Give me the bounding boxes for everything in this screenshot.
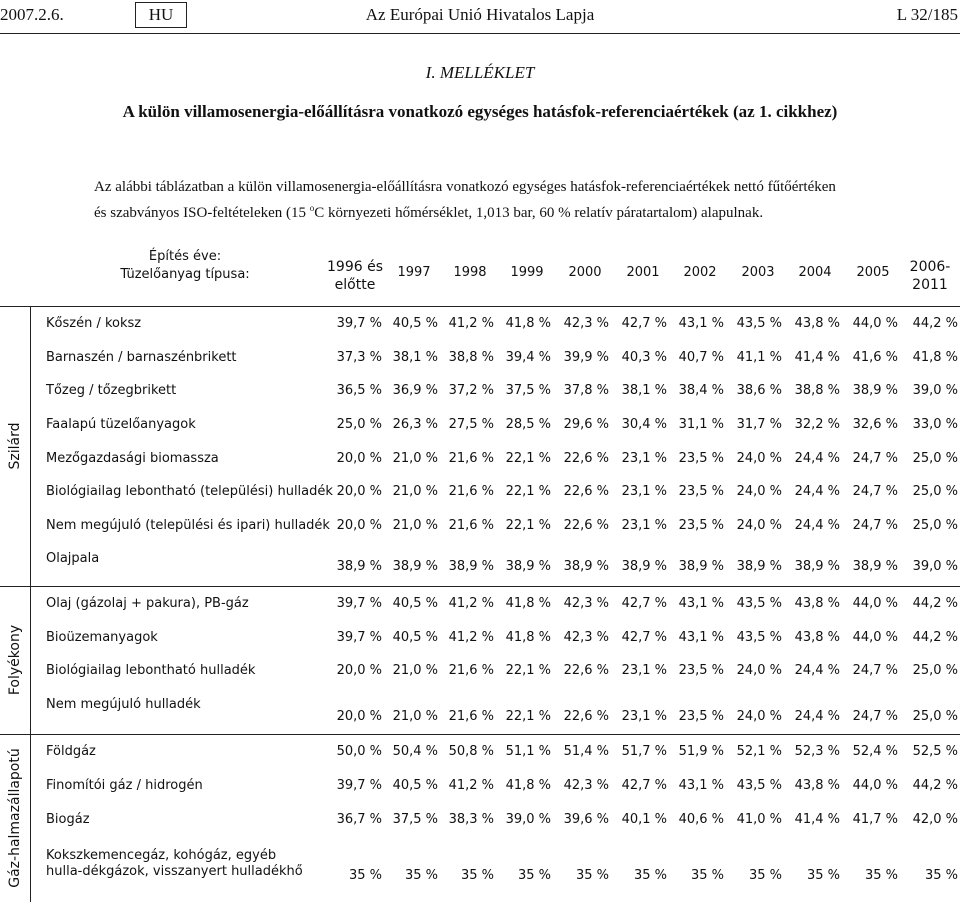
- fuel-type-name: Kokszkemencegáz, kohógáz, egyéb hulla-dékgázok, visszanyert hulladékhő: [46, 848, 303, 879]
- efficiency-value: 41,2 %: [448, 596, 494, 611]
- efficiency-value: 42,7 %: [621, 596, 667, 611]
- fuel-type-name: Biológiailag lebontható (települési) hulladék: [46, 484, 333, 499]
- efficiency-value: 25,0 %: [912, 663, 958, 678]
- efficiency-value: 25,0 %: [912, 518, 958, 533]
- efficiency-value: 24,7 %: [852, 451, 898, 466]
- efficiency-value: 29,6 %: [563, 417, 609, 432]
- efficiency-value: 40,6 %: [678, 812, 724, 827]
- efficiency-value: 24,4 %: [794, 484, 840, 499]
- efficiency-value: 24,7 %: [852, 484, 898, 499]
- column-header-2006-line1: 2006-: [909, 259, 951, 275]
- fuel-group-name: Szilárd: [7, 422, 23, 470]
- table-row: [0, 383, 960, 417]
- efficiency-value: 21,0 %: [392, 518, 438, 533]
- efficiency-value: 51,9 %: [678, 744, 724, 759]
- efficiency-value: 38,9 %: [563, 559, 609, 574]
- efficiency-value: 37,8 %: [563, 383, 609, 398]
- efficiency-value: 23,1 %: [621, 484, 667, 499]
- table-row: [0, 596, 960, 630]
- efficiency-value: 35 %: [633, 868, 667, 883]
- efficiency-value: 35 %: [748, 868, 782, 883]
- efficiency-value: 21,6 %: [448, 709, 494, 724]
- efficiency-value: 38,8 %: [448, 350, 494, 365]
- document-title: A külön villamosenergia-előállításra vonatkozó egységes hatásfok-referenciaértékek (az 1. cikkhez): [122, 102, 838, 121]
- efficiency-value: 43,8 %: [794, 596, 840, 611]
- efficiency-value: 43,1 %: [678, 596, 724, 611]
- efficiency-value: 39,0 %: [912, 559, 958, 574]
- efficiency-value: 36,9 %: [392, 383, 438, 398]
- efficiency-value: 20,0 %: [336, 451, 382, 466]
- table-row: [0, 417, 960, 451]
- efficiency-value: 23,5 %: [678, 518, 724, 533]
- efficiency-value: 52,5 %: [912, 744, 958, 759]
- efficiency-value: 38,9 %: [678, 559, 724, 574]
- efficiency-value: 39,7 %: [336, 630, 382, 645]
- efficiency-value: 50,0 %: [336, 744, 382, 759]
- efficiency-value: 21,0 %: [392, 484, 438, 499]
- table-row: [0, 350, 960, 384]
- efficiency-value: 41,4 %: [794, 350, 840, 365]
- efficiency-value: 22,6 %: [563, 709, 609, 724]
- efficiency-value: 24,0 %: [736, 518, 782, 533]
- fuel-type-name: Biogáz: [46, 812, 90, 827]
- efficiency-value: 43,8 %: [794, 316, 840, 331]
- efficiency-value: 25,0 %: [912, 451, 958, 466]
- efficiency-value: 37,2 %: [448, 383, 494, 398]
- efficiency-value: 21,6 %: [448, 518, 494, 533]
- column-header-year: 2002: [683, 265, 717, 280]
- efficiency-value: 42,7 %: [621, 630, 667, 645]
- efficiency-value: 24,0 %: [736, 451, 782, 466]
- efficiency-value: 43,1 %: [678, 778, 724, 793]
- efficiency-value: 41,7 %: [852, 812, 898, 827]
- efficiency-value: 35 %: [864, 868, 898, 883]
- intro-paragraph: [94, 177, 894, 224]
- efficiency-value: 42,7 %: [621, 778, 667, 793]
- fuel-type-name: Kőszén / koksz: [46, 316, 142, 331]
- efficiency-value: 24,0 %: [736, 709, 782, 724]
- efficiency-value: 43,5 %: [736, 778, 782, 793]
- efficiency-value: 51,4 %: [563, 744, 609, 759]
- efficiency-value: 23,5 %: [678, 663, 724, 678]
- efficiency-value: 41,8 %: [505, 316, 551, 331]
- efficiency-value: 43,8 %: [794, 778, 840, 793]
- efficiency-value: 39,6 %: [563, 812, 609, 827]
- table-row: [0, 697, 960, 731]
- intro-line-1: Az alábbi táblázatban a külön villamosenergia-előállításra vonatkozó egységes hatásfok-referenciaértékek nettó fűtőértéken: [94, 179, 836, 195]
- efficiency-value: 51,7 %: [621, 744, 667, 759]
- efficiency-value: 43,8 %: [794, 630, 840, 645]
- efficiency-value: 38,9 %: [794, 559, 840, 574]
- efficiency-value: 38,9 %: [736, 559, 782, 574]
- intro-line-2-end: C környezeti hőmérséklet, 1,013 bar, 60 % relatív páratartalom) alapulnak.: [314, 205, 764, 221]
- annex-heading: I. MELLÉKLET: [425, 63, 535, 82]
- efficiency-value: 35 %: [806, 868, 840, 883]
- efficiency-value: 25,0 %: [912, 484, 958, 499]
- efficiency-value: 39,7 %: [336, 778, 382, 793]
- efficiency-value: 35 %: [404, 868, 438, 883]
- page-header: [0, 0, 960, 34]
- efficiency-value: 44,2 %: [912, 596, 958, 611]
- table-row: [0, 451, 960, 485]
- efficiency-value: 21,6 %: [448, 451, 494, 466]
- efficiency-value: 22,6 %: [563, 518, 609, 533]
- efficiency-value: 42,3 %: [563, 778, 609, 793]
- efficiency-value: 36,5 %: [336, 383, 382, 398]
- efficiency-value: 21,0 %: [392, 709, 438, 724]
- fuel-type-name: Mezőgazdasági biomassza: [46, 451, 219, 466]
- efficiency-value: 41,8 %: [505, 778, 551, 793]
- efficiency-value: 38,6 %: [736, 383, 782, 398]
- group-separator: [0, 734, 960, 735]
- efficiency-value: 44,2 %: [912, 630, 958, 645]
- efficiency-value: 37,5 %: [505, 383, 551, 398]
- efficiency-value: 40,7 %: [678, 350, 724, 365]
- efficiency-value: 35 %: [575, 868, 609, 883]
- table-row: [0, 551, 960, 585]
- column-header-year: 1999: [510, 265, 544, 280]
- table-corner-header: [90, 248, 280, 304]
- efficiency-value: 22,1 %: [505, 663, 551, 678]
- efficiency-value: 38,1 %: [392, 350, 438, 365]
- efficiency-value: 27,5 %: [448, 417, 494, 432]
- efficiency-value: 39,7 %: [336, 596, 382, 611]
- efficiency-value: 41,6 %: [852, 350, 898, 365]
- efficiency-value: 21,0 %: [392, 663, 438, 678]
- efficiency-value: 37,5 %: [392, 812, 438, 827]
- efficiency-value: 40,5 %: [392, 630, 438, 645]
- efficiency-value: 31,7 %: [736, 417, 782, 432]
- degree-superscript: o: [309, 203, 315, 213]
- journal-title: Az Európai Unió Hivatalos Lapja: [365, 5, 595, 24]
- efficiency-value: 43,1 %: [678, 630, 724, 645]
- efficiency-value: 20,0 %: [336, 709, 382, 724]
- efficiency-value: 24,4 %: [794, 709, 840, 724]
- efficiency-value: 42,7 %: [621, 316, 667, 331]
- efficiency-value: 24,7 %: [852, 709, 898, 724]
- column-header-year: 2000: [568, 265, 602, 280]
- efficiency-value: 41,8 %: [912, 350, 958, 365]
- intro-line-2-start: és szabványos ISO-feltételeken (15: [94, 205, 310, 221]
- fuel-type-label: Tüzelőanyag típusa:: [120, 267, 250, 282]
- efficiency-value: 50,4 %: [392, 744, 438, 759]
- efficiency-value: 40,5 %: [392, 316, 438, 331]
- efficiency-value: 44,0 %: [852, 630, 898, 645]
- table-row: [0, 848, 960, 882]
- efficiency-value: 23,1 %: [621, 663, 667, 678]
- efficiency-value: 20,0 %: [336, 663, 382, 678]
- efficiency-value: 26,3 %: [392, 417, 438, 432]
- efficiency-value: 35 %: [348, 868, 382, 883]
- efficiency-value: 25,0 %: [912, 709, 958, 724]
- efficiency-value: 37,3 %: [336, 350, 382, 365]
- column-header-year: 1997: [397, 265, 431, 280]
- table-row: [0, 778, 960, 812]
- fuel-type-name: Olaj (gázolaj + pakura), PB-gáz: [46, 596, 249, 611]
- table-row: [0, 663, 960, 697]
- table-row: [0, 518, 960, 552]
- table-row: [0, 316, 960, 350]
- efficiency-value: 22,1 %: [505, 518, 551, 533]
- efficiency-value: 38,1 %: [621, 383, 667, 398]
- efficiency-value: 39,7 %: [336, 316, 382, 331]
- efficiency-value: 52,4 %: [852, 744, 898, 759]
- column-header-year: 2003: [741, 265, 775, 280]
- efficiency-value: 40,1 %: [621, 812, 667, 827]
- fuel-type-name: Nem megújuló hulladék: [46, 697, 201, 712]
- efficiency-value: 42,3 %: [563, 630, 609, 645]
- column-header-1996-line1: 1996 és: [327, 259, 383, 275]
- column-header-year: 2005: [856, 265, 890, 280]
- efficiency-value: 43,5 %: [736, 316, 782, 331]
- efficiency-value: 30,4 %: [621, 417, 667, 432]
- efficiency-value: 44,0 %: [852, 596, 898, 611]
- column-header-year: 2004: [798, 265, 832, 280]
- efficiency-value: 23,5 %: [678, 451, 724, 466]
- construction-year-label: Építés éve:: [148, 249, 222, 264]
- efficiency-value: 23,1 %: [621, 518, 667, 533]
- efficiency-value: 32,2 %: [794, 417, 840, 432]
- efficiency-value: 43,5 %: [736, 630, 782, 645]
- efficiency-value: 38,9 %: [392, 559, 438, 574]
- column-header-2006-line2: 2011: [912, 277, 948, 293]
- efficiency-value: 38,9 %: [852, 383, 898, 398]
- efficiency-value: 21,6 %: [448, 484, 494, 499]
- efficiency-value: 24,0 %: [736, 484, 782, 499]
- efficiency-value: 43,1 %: [678, 316, 724, 331]
- efficiency-value: 36,7 %: [336, 812, 382, 827]
- efficiency-value: 31,1 %: [678, 417, 724, 432]
- efficiency-value: 35 %: [460, 868, 494, 883]
- efficiency-value: 38,9 %: [336, 559, 382, 574]
- fuel-type-name: Finomítói gáz / hidrogén: [46, 778, 203, 793]
- table-row: [0, 484, 960, 518]
- efficiency-value: 41,2 %: [448, 630, 494, 645]
- header-separator: [0, 306, 960, 307]
- efficiency-value: 44,2 %: [912, 316, 958, 331]
- efficiency-value: 22,1 %: [505, 709, 551, 724]
- fuel-type-name: Olajpala: [46, 551, 100, 566]
- efficiency-value: 24,7 %: [852, 663, 898, 678]
- efficiency-value: 40,3 %: [621, 350, 667, 365]
- efficiency-value: 52,1 %: [736, 744, 782, 759]
- efficiency-value: 41,0 %: [736, 812, 782, 827]
- fuel-type-name: Biológiailag lebontható hulladék: [46, 663, 256, 678]
- efficiency-value: 24,4 %: [794, 663, 840, 678]
- efficiency-value: 32,6 %: [852, 417, 898, 432]
- efficiency-value: 38,4 %: [678, 383, 724, 398]
- fuel-group-name: Gáz-halmazállapotú: [7, 748, 23, 888]
- efficiency-value: 40,5 %: [392, 596, 438, 611]
- efficiency-value: 24,0 %: [736, 663, 782, 678]
- efficiency-value: 23,1 %: [621, 709, 667, 724]
- efficiency-value: 39,9 %: [563, 350, 609, 365]
- efficiency-value: 38,8 %: [794, 383, 840, 398]
- efficiency-value: 21,6 %: [448, 663, 494, 678]
- efficiency-value: 38,9 %: [448, 559, 494, 574]
- column-header-year: 1998: [453, 265, 487, 280]
- efficiency-value: 39,0 %: [912, 383, 958, 398]
- efficiency-value: 39,4 %: [505, 350, 551, 365]
- efficiency-value: 44,0 %: [852, 778, 898, 793]
- efficiency-value: 38,3 %: [448, 812, 494, 827]
- publication-date: 2007.2.6.: [0, 5, 64, 24]
- efficiency-value: 52,3 %: [794, 744, 840, 759]
- efficiency-value: 40,5 %: [392, 778, 438, 793]
- efficiency-value: 24,4 %: [794, 451, 840, 466]
- table-row: [0, 630, 960, 664]
- efficiency-value: 22,6 %: [563, 484, 609, 499]
- fuel-type-name: Barnaszén / barnaszénbrikett: [46, 350, 237, 365]
- efficiency-value: 41,8 %: [505, 630, 551, 645]
- efficiency-value: 42,3 %: [563, 316, 609, 331]
- efficiency-value: 33,0 %: [912, 417, 958, 432]
- efficiency-value: 20,0 %: [336, 484, 382, 499]
- efficiency-value: 22,1 %: [505, 484, 551, 499]
- efficiency-value: 44,0 %: [852, 316, 898, 331]
- intro-line-2: [94, 198, 894, 224]
- column-header-1996-line2: előtte: [334, 277, 376, 293]
- efficiency-value: 24,7 %: [852, 518, 898, 533]
- efficiency-value: 41,2 %: [448, 778, 494, 793]
- efficiency-value: 21,0 %: [392, 451, 438, 466]
- efficiency-value: 23,1 %: [621, 451, 667, 466]
- efficiency-value: 24,4 %: [794, 518, 840, 533]
- efficiency-value: 50,8 %: [448, 744, 494, 759]
- efficiency-value: 38,9 %: [621, 559, 667, 574]
- table-row: [0, 744, 960, 778]
- fuel-type-name: Tőzeg / tőzegbrikett: [46, 383, 177, 398]
- fuel-type-name: Földgáz: [46, 744, 96, 759]
- efficiency-value: 42,0 %: [912, 812, 958, 827]
- efficiency-value: 35 %: [517, 868, 551, 883]
- column-header-year: 2001: [626, 265, 660, 280]
- efficiency-value: 44,2 %: [912, 778, 958, 793]
- page-reference: L 32/185: [896, 5, 958, 24]
- efficiency-value: 41,4 %: [794, 812, 840, 827]
- efficiency-value: 20,0 %: [336, 518, 382, 533]
- efficiency-value: 39,0 %: [505, 812, 551, 827]
- efficiency-value: 28,5 %: [505, 417, 551, 432]
- language-code-box: HU: [135, 2, 187, 28]
- efficiency-value: 51,1 %: [505, 744, 551, 759]
- table-row: [0, 812, 960, 846]
- efficiency-value: 43,5 %: [736, 596, 782, 611]
- efficiency-value: 23,5 %: [678, 709, 724, 724]
- efficiency-value: 41,8 %: [505, 596, 551, 611]
- efficiency-value: 25,0 %: [336, 417, 382, 432]
- efficiency-value: 38,9 %: [505, 559, 551, 574]
- fuel-type-name: Bioüzemanyagok: [46, 630, 158, 645]
- efficiency-value: 22,6 %: [563, 663, 609, 678]
- fuel-type-name: Nem megújuló (települési és ipari) hulladék: [46, 518, 330, 533]
- efficiency-value: 22,1 %: [505, 451, 551, 466]
- efficiency-value: 35 %: [924, 868, 958, 883]
- efficiency-value: 35 %: [690, 868, 724, 883]
- efficiency-value: 41,1 %: [736, 350, 782, 365]
- efficiency-value: 23,5 %: [678, 484, 724, 499]
- efficiency-value: 38,9 %: [852, 559, 898, 574]
- efficiency-value: 41,2 %: [448, 316, 494, 331]
- fuel-group-name: Folyékony: [7, 624, 23, 696]
- group-separator: [0, 586, 960, 587]
- fuel-type-name: Faalapú tüzelőanyagok: [46, 417, 196, 432]
- efficiency-value: 22,6 %: [563, 451, 609, 466]
- efficiency-value: 42,3 %: [563, 596, 609, 611]
